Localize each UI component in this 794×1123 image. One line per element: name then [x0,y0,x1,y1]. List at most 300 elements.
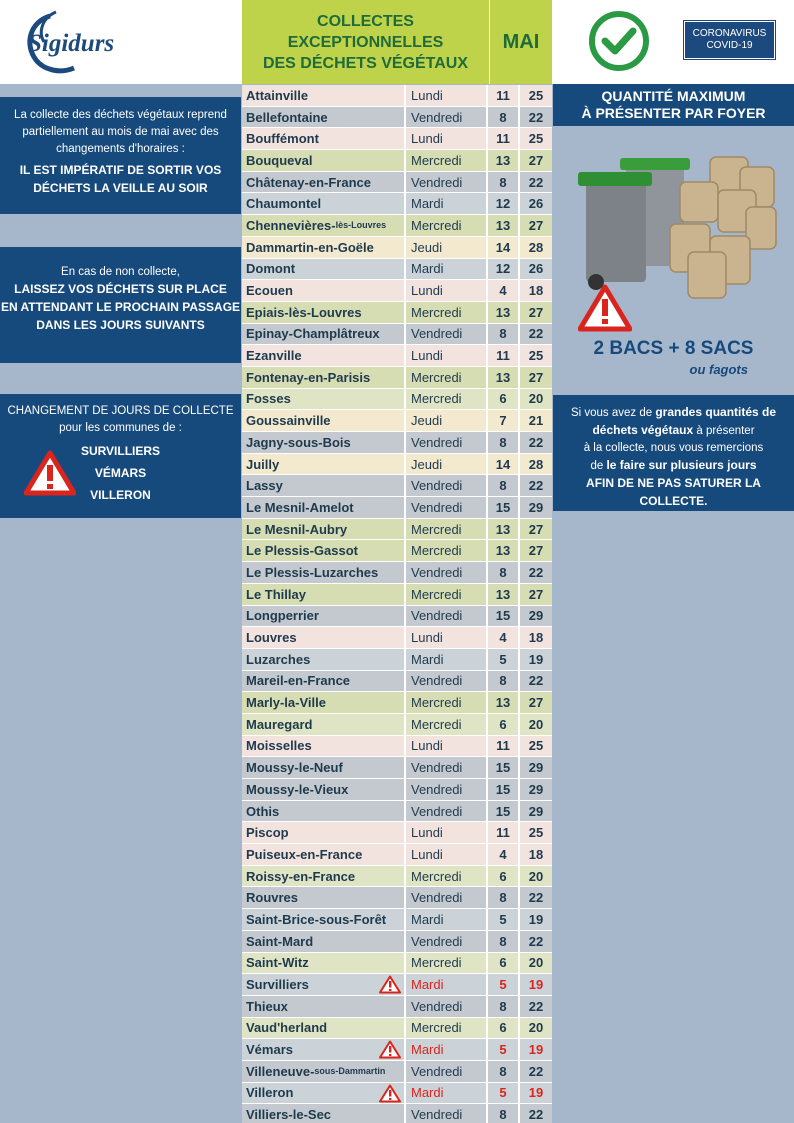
date-second: 20 [528,868,544,884]
collection-day: Vendredi [406,107,488,128]
p4-t3: à la collecte, nous vous remercions [583,442,764,454]
table-row [242,974,552,996]
date-first: 11 [488,822,520,843]
commune-name-text: Lassy [246,478,283,494]
commune-name-text: Luzarches [246,651,311,667]
table-row [242,584,552,606]
table-row [242,649,552,671]
p2-text1: En cas de non collecte, [61,266,180,278]
date-first: 15 [488,801,520,822]
page-title [242,0,489,84]
p4-b2: déchets végétaux [592,423,694,437]
table-row [242,193,552,215]
date-first: 8 [488,562,520,583]
commune-name [242,996,406,1017]
collection-day: Vendredi [406,562,488,583]
date-second: 19 [528,1085,544,1101]
date-second: 22 [528,673,544,689]
table-row [242,887,552,909]
collection-day: Mardi [406,974,488,995]
commune-name [242,280,406,301]
date-second: 28 [528,239,544,255]
table-row [242,324,552,346]
commune-name [242,519,406,540]
commune-name [242,801,406,822]
covid-line-1: CORONAVIRUS [692,28,767,39]
date-second: 20 [528,955,544,971]
date-first: 8 [488,324,520,345]
collection-day: Lundi [406,844,488,865]
commune-name [242,931,406,952]
table-row [242,671,552,693]
commune-name-text: Epinay-Champlâtreux [246,326,380,342]
commune-name-text: Moisselles [246,738,312,754]
title-line-1: COLLECTES EXCEPTIONNELLES [287,12,444,51]
commune-name [242,475,406,496]
collection-day: Mardi [406,649,488,670]
date-second: 22 [528,1107,544,1123]
commune-name-suffix: lès-Louvres [335,220,387,231]
commune-name-text: Châtenay-en-France [246,174,371,190]
date-second: 29 [528,781,544,797]
commune-name [242,432,406,453]
commune-name-text: Bouffémont [246,131,319,147]
warning-icon [379,1040,401,1059]
p2-bold3: DANS LES JOURS SUIVANTS [36,318,205,332]
table-row [242,367,552,389]
warning-icon [578,284,632,332]
date-second: 25 [528,738,544,754]
qty-title-1: QUANTITÉ MAXIMUM [601,88,746,104]
date-second: 22 [528,933,544,949]
commune-name-text: Domont [246,261,296,277]
date-second: 25 [528,825,544,841]
table-row [242,128,552,150]
date-first: 7 [488,410,520,431]
table-row [242,714,552,736]
table-row [242,454,552,476]
collection-day: Lundi [406,822,488,843]
commune-name-text: Othis [246,803,280,819]
date-first: 13 [488,150,520,171]
date-first: 8 [488,432,520,453]
commune-name [242,1104,406,1123]
collection-day: Vendredi [406,931,488,952]
table-row [242,1061,552,1083]
info-panel-day-change [0,394,241,518]
date-first: 8 [488,996,520,1017]
date-second: 22 [528,326,544,342]
p4-t1: Si vous avez de [570,407,653,419]
date-second: 22 [528,478,544,494]
collection-day: Vendredi [406,172,488,193]
commune-name-text: Ezanville [246,348,302,364]
date-second: 22 [528,1063,544,1079]
commune-name-text: Marly-la-Ville [246,695,326,711]
covid-line-2: COVID-19 [706,40,753,51]
date-second: 19 [528,977,544,993]
check-circle-icon [588,10,650,72]
table-row [242,1104,552,1123]
table-row [242,1083,552,1105]
table-row [242,606,552,628]
collection-day: Mercredi [406,215,488,236]
commune-name [242,324,406,345]
date-first: 8 [488,1104,520,1123]
date-first: 8 [488,887,520,908]
date-second: 29 [528,608,544,624]
date-first: 5 [488,1039,520,1060]
commune-name [242,410,406,431]
quantity-sub: ou fagots [689,362,748,377]
commune-name [242,822,406,843]
collection-day: Mercredi [406,692,488,713]
table-row [242,107,552,129]
commune-name-text: Saint-Brice-sous-Forêt [246,911,387,927]
table-row [242,475,552,497]
table-row [242,692,552,714]
commune-name-text: Chennevières- [246,217,336,233]
date-first: 5 [488,649,520,670]
collection-day: Mardi [406,1039,488,1060]
commune-name [242,866,406,887]
p1-bold2: DÉCHETS LA VEILLE AU SOIR [33,181,208,195]
commune-name [242,562,406,583]
commune-name [242,215,406,236]
commune-name [242,692,406,713]
date-second: 22 [528,109,544,125]
collection-day: Jeudi [406,237,488,258]
date-second: 25 [528,348,544,364]
collection-day: Lundi [406,345,488,366]
commune-name-text: Louvres [246,630,297,646]
collection-day: Mercredi [406,389,488,410]
commune-name [242,259,406,280]
p1-text1: La collecte des déchets végétaux reprend [14,109,227,121]
commune-name-text: Jagny-sous-Bois [246,434,351,450]
collection-day: Mercredi [406,519,488,540]
collection-day: Jeudi [406,410,488,431]
table-row [242,215,552,237]
collection-day: Mardi [406,259,488,280]
commune-name [242,345,406,366]
date-second: 20 [528,716,544,732]
title-line-2: DES DÉCHETS VÉGÉTAUX [262,54,469,72]
quantity-main: 2 BACS + 8 SACS [593,338,754,359]
table-row [242,801,552,823]
p4-b3: le faire sur plusieurs jours [606,458,757,472]
table-row [242,519,552,541]
date-second: 27 [528,152,544,168]
collection-day: Vendredi [406,671,488,692]
date-second: 22 [528,434,544,450]
table-row [242,410,552,432]
date-second: 22 [528,174,544,190]
commune-name [242,107,406,128]
date-second: 27 [528,369,544,385]
commune-name-text: Bouqueval [246,152,313,168]
commune-name-text: Le Mesnil-Amelot [246,499,354,515]
table-row [242,540,552,562]
date-second: 29 [528,499,544,515]
collection-day: Lundi [406,627,488,648]
date-second: 19 [528,1042,544,1058]
p3-commune-1: SURVILLIERS [80,444,161,458]
table-row [242,931,552,953]
date-first: 15 [488,757,520,778]
commune-name [242,302,406,323]
table-row [242,1039,552,1061]
commune-name [242,237,406,258]
commune-name-text: Piscop [246,825,289,841]
date-first: 4 [488,280,520,301]
date-second: 26 [528,261,544,277]
date-second: 19 [528,911,544,927]
collection-day: Mercredi [406,302,488,323]
date-first: 12 [488,193,520,214]
commune-name [242,367,406,388]
commune-name-text: Moussy-le-Neuf [246,760,343,776]
date-second: 18 [528,283,544,299]
date-first: 6 [488,1018,520,1039]
date-first: 8 [488,1061,520,1082]
table-row [242,85,552,107]
commune-name [242,844,406,865]
date-first: 6 [488,389,520,410]
table-row [242,345,552,367]
commune-name-text: Juilly [246,456,280,472]
table-row [242,150,552,172]
table-row [242,953,552,975]
commune-name [242,540,406,561]
date-first: 11 [488,736,520,757]
brand-name: Sigidurs [28,30,115,57]
commune-name-text: Longperrier [246,608,319,624]
table-row [242,627,552,649]
commune-name [242,606,406,627]
commune-name [242,757,406,778]
month-label: MAI [490,0,552,84]
commune-name-text: Saint-Mard [246,933,314,949]
qty-title-2: À PRÉSENTER PAR FOYER [581,105,766,121]
date-first: 8 [488,172,520,193]
table-row [242,237,552,259]
date-first: 11 [488,128,520,149]
date-second: 25 [528,87,544,103]
table-row [242,389,552,411]
table-row [242,909,552,931]
commune-name-text: Vémars [246,1042,293,1058]
commune-name-text: Epiais-lès-Louvres [246,304,362,320]
commune-name-text: Fontenay-en-Parisis [246,369,371,385]
commune-name-text: Villeneuve- [246,1063,315,1079]
p1-text2: partiellement au mois de mai avec des [22,126,219,138]
commune-name-text: Ecouen [246,283,293,299]
date-first: 4 [488,844,520,865]
table-row [242,432,552,454]
date-first: 15 [488,606,520,627]
collection-day: Vendredi [406,324,488,345]
p3-commune-2: VÉMARS [94,466,147,480]
collection-day: Mercredi [406,540,488,561]
collection-day: Mercredi [406,150,488,171]
table-row [242,844,552,866]
collection-day: Mardi [406,909,488,930]
commune-name [242,584,406,605]
collection-day: Vendredi [406,475,488,496]
bins-and-bags-illustration-icon [570,152,780,302]
date-first: 8 [488,475,520,496]
date-first: 13 [488,215,520,236]
commune-name [242,497,406,518]
collection-day: Mercredi [406,866,488,887]
date-second: 27 [528,217,544,233]
commune-name-suffix: sous-Dammartin [314,1066,386,1077]
table-row [242,736,552,758]
collection-day: Mercredi [406,367,488,388]
date-second: 27 [528,695,544,711]
p1-text3: changements d'horaires : [56,143,185,155]
commune-name-text: Le Thillay [246,586,306,602]
p4-t4: de [590,460,604,472]
date-first: 14 [488,454,520,475]
collection-day: Lundi [406,736,488,757]
table-row [242,172,552,194]
collection-day: Vendredi [406,757,488,778]
info-panel-no-collect [0,247,241,363]
commune-name-text: Roissy-en-France [246,868,356,884]
date-second: 27 [528,543,544,559]
commune-name [242,736,406,757]
collection-day: Vendredi [406,801,488,822]
date-first: 11 [488,345,520,366]
date-first: 13 [488,692,520,713]
date-first: 8 [488,107,520,128]
date-first: 5 [488,1083,520,1104]
table-row [242,779,552,801]
date-second: 27 [528,586,544,602]
date-second: 20 [528,391,544,407]
commune-name [242,887,406,908]
date-second: 26 [528,196,544,212]
commune-name-text: Villiers-le-Sec [246,1107,332,1123]
collection-day: Vendredi [406,432,488,453]
table-row [242,1018,552,1040]
commune-name [242,193,406,214]
table-row [242,497,552,519]
collection-day: Vendredi [406,1104,488,1123]
commune-name [242,454,406,475]
commune-name [242,627,406,648]
covid-badge [684,21,775,59]
date-first: 15 [488,779,520,800]
p2-bold2: EN ATTENDANT LE PROCHAIN PASSAGE [0,300,241,314]
date-first: 8 [488,931,520,952]
date-second: 25 [528,131,544,147]
p4-b1: grandes quantités de [655,405,777,419]
table-row [242,996,552,1018]
date-second: 18 [528,630,544,646]
commune-name-text: Rouvres [246,890,299,906]
date-first: 13 [488,367,520,388]
warning-icon [24,450,76,496]
p3-text1: CHANGEMENT DE JOURS DE COLLECTE [7,405,234,417]
commune-name-text: Fosses [246,391,291,407]
collection-day: Vendredi [406,497,488,518]
collection-day: Mercredi [406,1018,488,1039]
collection-day: Vendredi [406,779,488,800]
commune-name-text: Le Mesnil-Aubry [246,521,348,537]
commune-name [242,1018,406,1039]
date-first: 13 [488,540,520,561]
commune-name-text: Puiseux-en-France [246,846,363,862]
commune-name [242,150,406,171]
date-first: 12 [488,259,520,280]
collection-day: Vendredi [406,1061,488,1082]
warning-icon [379,1084,401,1103]
commune-name [242,953,406,974]
date-second: 22 [528,890,544,906]
commune-name-text: Goussainville [246,413,331,429]
commune-name [242,649,406,670]
commune-name-text: Le Plessis-Luzarches [246,564,379,580]
date-first: 13 [488,584,520,605]
date-second: 29 [528,803,544,819]
collection-day: Lundi [406,128,488,149]
p1-bold1: IL EST IMPÉRATIF DE SORTIR VOS [19,163,222,177]
commune-name-text: Chaumontel [246,196,322,212]
collection-day: Vendredi [406,606,488,627]
date-first: 13 [488,302,520,323]
p4-t2: à présenter [696,425,755,437]
commune-name-text: Mareil-en-France [246,673,351,689]
table-row [242,302,552,324]
date-first: 6 [488,953,520,974]
p3-commune-3: VILLERON [90,488,151,502]
date-second: 28 [528,456,544,472]
table-row [242,866,552,888]
collection-day: Jeudi [406,454,488,475]
collection-day: Lundi [406,280,488,301]
date-first: 5 [488,974,520,995]
commune-name [242,85,406,106]
commune-name-text: Attainville [246,87,309,103]
collection-day: Lundi [406,85,488,106]
date-first: 8 [488,671,520,692]
p4-b4: AFIN DE NE PAS SATURER LA COLLECTE. [586,476,761,508]
collection-day: Mardi [406,193,488,214]
date-second: 18 [528,846,544,862]
collection-day: Vendredi [406,887,488,908]
commune-name-text: Le Plessis-Gassot [246,543,358,559]
commune-name-text: Bellefontaine [246,109,328,125]
commune-name [242,714,406,735]
commune-name [242,172,406,193]
commune-name-text: Villeron [246,1085,294,1101]
collection-day: Mercredi [406,714,488,735]
table-row [242,562,552,584]
date-first: 15 [488,497,520,518]
date-first: 13 [488,519,520,540]
commune-name [242,909,406,930]
info-panel-large-quantities [553,395,794,511]
table-row [242,822,552,844]
commune-name [242,128,406,149]
collection-day: Mardi [406,1083,488,1104]
date-first: 14 [488,237,520,258]
date-second: 22 [528,998,544,1014]
collection-day: Vendredi [406,996,488,1017]
